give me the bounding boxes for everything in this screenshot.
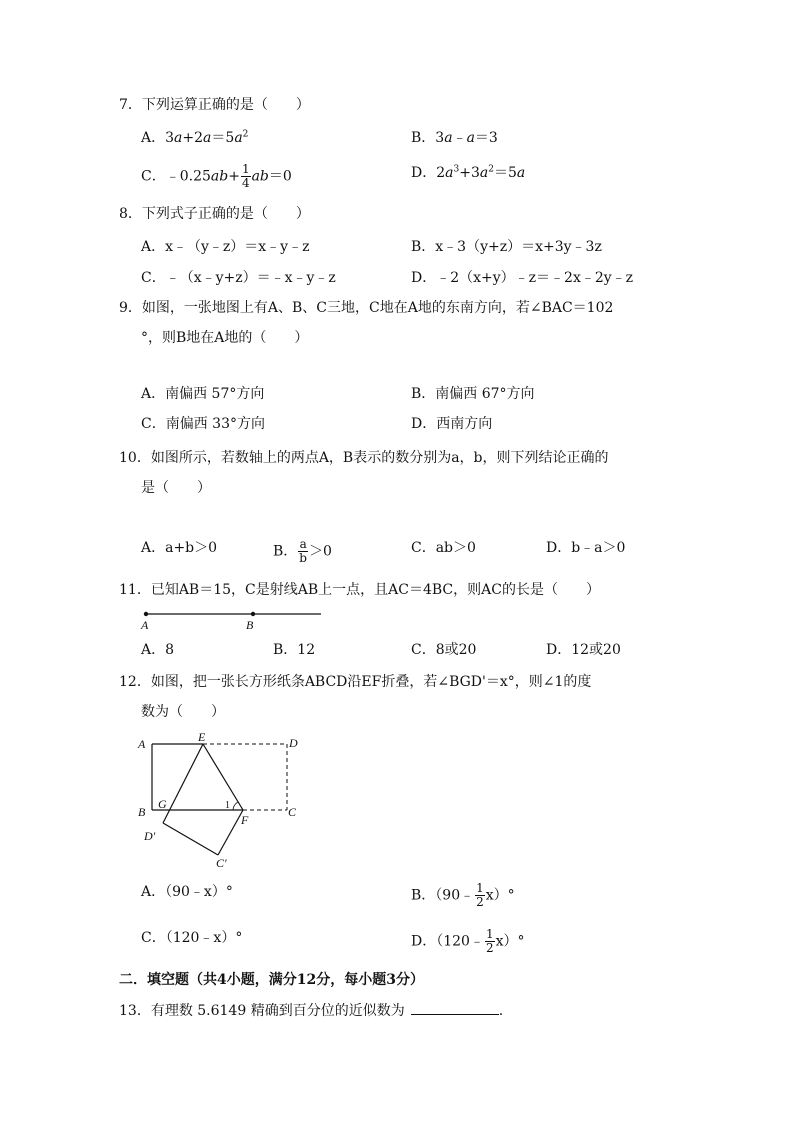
section-2-heading: 二．填空题（共4小题，满分12分，每小题3分） bbox=[119, 972, 424, 988]
label-b: B bbox=[246, 618, 254, 632]
label-d: D bbox=[289, 736, 298, 750]
q10-option-c[interactable]: C．ab＞0 bbox=[411, 540, 476, 556]
fraction: $\frac{1}{2}$ bbox=[485, 927, 494, 955]
point-b bbox=[251, 612, 255, 616]
label-e: E bbox=[198, 730, 206, 744]
q8-option-a[interactable]: A．x﹣（y﹣z）＝x﹣y﹣z bbox=[141, 239, 310, 255]
q10-stem-line1: 10．如图所示，若数轴上的两点A，B表示的数分别为a，b，则下列结论正确的 bbox=[119, 450, 609, 466]
fraction: $\frac{1}{4}$ bbox=[241, 162, 250, 190]
q7-option-a[interactable]: A．$3a+2a=5a^2$ bbox=[141, 129, 249, 146]
q8-option-b[interactable]: B．x﹣3（y+z）＝x+3y﹣3z bbox=[411, 239, 602, 255]
label-a: A bbox=[141, 618, 149, 632]
q10-option-d[interactable]: D．b﹣a＞0 bbox=[546, 540, 626, 556]
q11-stem: 11．已知AB＝15，C是射线AB上一点，且AC＝4BC，则AC的长是（ ） bbox=[119, 582, 600, 598]
label-a: A bbox=[138, 737, 146, 751]
q8-option-c[interactable]: C．﹣（x﹣y+z）＝﹣x﹣y﹣z bbox=[141, 270, 336, 286]
q11-option-d[interactable]: D．12或20 bbox=[546, 642, 621, 658]
q8-option-d[interactable]: D．﹣2（x+y）﹣z＝﹣2x﹣2y﹣z bbox=[411, 270, 634, 286]
q7-option-d[interactable]: D．$2a^3+3a^2=5a$ bbox=[411, 164, 526, 181]
q10-option-a[interactable]: A．a+b＞0 bbox=[141, 540, 218, 556]
label-c: C bbox=[288, 805, 297, 819]
label-b: B bbox=[138, 805, 146, 819]
edge-cprime-f bbox=[218, 810, 243, 855]
fraction: $\frac{a}{b}$ bbox=[299, 537, 307, 565]
point-a bbox=[144, 612, 148, 616]
answer-blank[interactable] bbox=[411, 1000, 499, 1015]
edge-ed-prime bbox=[163, 744, 203, 823]
q12-stem-line2: 数为（ ） bbox=[141, 704, 225, 720]
q12-stem-line1: 12．如图，把一张长方形纸条ABCD沿EF折叠，若∠BGD'＝x°，则∠1的度 bbox=[119, 674, 592, 690]
label-d-prime: D′ bbox=[144, 829, 156, 843]
q9-option-d[interactable]: D．西南方向 bbox=[411, 416, 493, 432]
q12-fold-figure bbox=[130, 730, 310, 870]
q10-option-b[interactable]: B． $\frac{a}{b}$ ＞0 bbox=[273, 537, 332, 565]
q12-option-a[interactable]: A．（90﹣x）° bbox=[141, 884, 233, 900]
q7-option-c[interactable]: C．﹣0.25ab+ $\frac{1}{4}$ ab＝0 bbox=[141, 162, 292, 190]
label-f: F bbox=[241, 813, 249, 827]
fraction: $\frac{1}{2}$ bbox=[476, 881, 484, 909]
q12-option-c[interactable]: C．（120﹣x）° bbox=[141, 930, 243, 946]
q11-option-b[interactable]: B．12 bbox=[273, 642, 316, 658]
q9-option-b[interactable]: B．南偏西 67°方向 bbox=[411, 386, 535, 402]
label-angle-1: 1 bbox=[225, 800, 230, 811]
q11-option-c[interactable]: C．8或20 bbox=[411, 642, 477, 658]
q11-option-a[interactable]: A．8 bbox=[141, 642, 175, 658]
fold-line-ef bbox=[203, 744, 243, 810]
q9-option-c[interactable]: C．南偏西 33°方向 bbox=[141, 416, 265, 432]
q7-option-b[interactable]: B．3a﹣a＝3 bbox=[411, 130, 498, 146]
q10-stem-line2: 是（ ） bbox=[141, 480, 211, 496]
edge-dprime-cprime bbox=[163, 823, 218, 855]
q7-stem: 7．下列运算正确的是（ ） bbox=[119, 97, 310, 113]
q12-option-b[interactable]: B．（90﹣ $\frac{1}{2}$ x）° bbox=[411, 881, 515, 909]
q12-option-d[interactable]: D．（120﹣ $\frac{1}{2}$ x）° bbox=[411, 927, 525, 955]
q9-stem-line1: 9．如图，一张地图上有A、B、C三地，C地在A地的东南方向，若∠BAC＝102 bbox=[119, 300, 614, 316]
angle-1-arc bbox=[233, 802, 238, 810]
label-g: G bbox=[158, 797, 167, 811]
q9-option-a[interactable]: A．南偏西 57°方向 bbox=[141, 386, 265, 402]
q9-stem-line2: °，则B地在A地的（ ） bbox=[141, 330, 309, 346]
q8-stem: 8．下列式子正确的是（ ） bbox=[119, 206, 310, 222]
label-c-prime: C′ bbox=[216, 856, 227, 870]
q11-segment-figure bbox=[138, 605, 328, 635]
q13-stem: 13．有理数 5.6149 精确到百分位的近似数为 . bbox=[119, 1000, 503, 1021]
